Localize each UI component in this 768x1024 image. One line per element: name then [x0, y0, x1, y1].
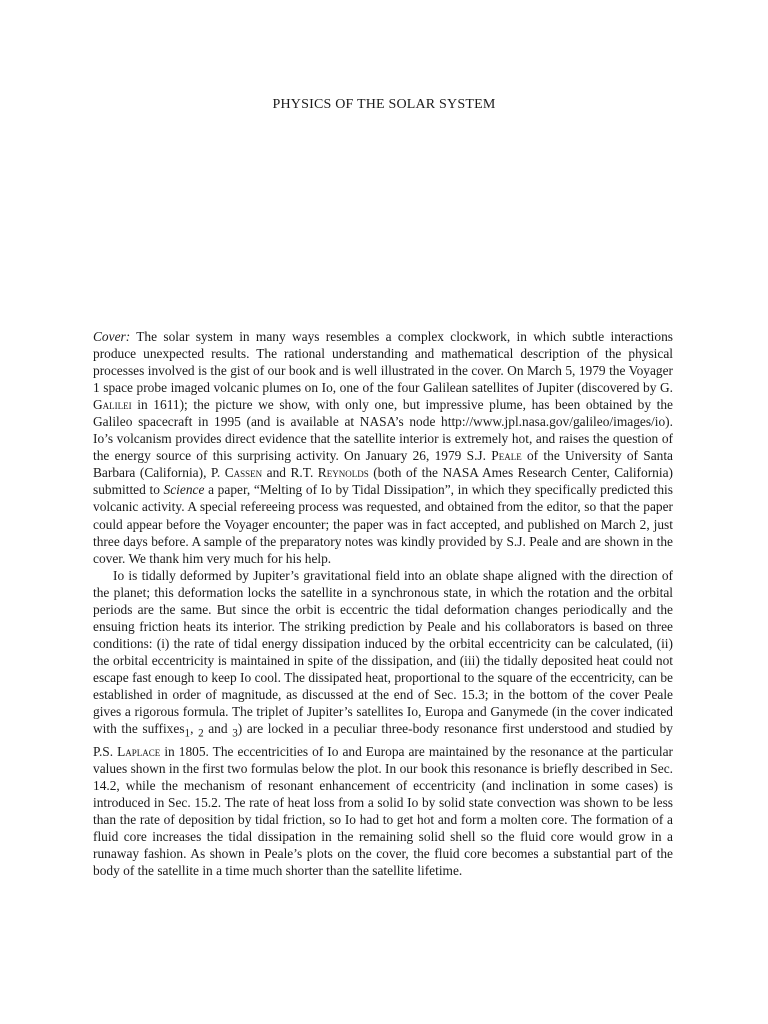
cover-label: Cover: [93, 329, 131, 344]
journal-name: Science [163, 482, 205, 498]
text-run: of the University of Santa Barbara (California), P. [93, 448, 673, 481]
text-run: a paper, “Melting of Io by Tidal Dissipation”, in which they specifically predicted this volcanic activity. A special refereeing process was requested, and obtained from the editor, so that the paper could appear before the Voyager encounter; the paper was in fact accepted, and published on March 2, just three days before. A sample of the preparatory notes was kindly provided by S.J. Peale and are shown in the cover. We thank him very much for his help. [93, 482, 673, 566]
text-run: Io is tidally deformed by Jupiter’s gravitational field into an oblate shape aligned with the direction of the planet; this deformation locks the satellite in a synchronous state, in which the rotation and the orbital periods are the same. But since the orbit is eccentric the tidal deformation changes periodically and the ensuing friction heats its interior. The striking prediction by Peale and his collaborators is based on three conditions: (i) the rate of tidal energy dissipation induced by the orbital eccentricity can be calculated, (ii) the orbital eccentricity is maintained in spite of the dissipation, and (iii) the tidally deposited heat could not escape fast enough to keep Io cool. The dissipated heat, proportional to the square of the eccentricity, can be established in order of magnitude, as discussed at the end of Sec. 15.3; in the bottom of the cover Peale gives a rigorous formula. The triplet of Jupiter’s satellites Io, Europa and Ganymede (in the cover indicated with the suffixes [93, 567, 673, 737]
text-run: in 1611); the picture we show, with only one, but impressive plume, has been obtained by the Galileo spacecraft in 1995 (and is available at NASA’s node http://www.jpl.nasa.gov/galileo/images/io). Io’s volcanism provides direct evidence that the satellite interior is extremely hot, and raises the question of the energy source of this surprising activity. On January 26, 1979 S.J. [93, 397, 673, 464]
author-name-laplace: Laplace [117, 743, 161, 759]
text-run: and R.T. [262, 465, 318, 481]
author-name-galilei: Galilei [93, 397, 132, 413]
text-run: ) are locked in a peculiar three-body resonance first understood and studied by P.S. [93, 721, 673, 759]
text-run: , [190, 721, 199, 737]
subscript: 3 [232, 727, 238, 740]
subscript: 2 [198, 727, 204, 740]
subscript: 1 [184, 727, 191, 740]
author-name-reynolds: Reynolds [317, 465, 369, 481]
text-run: in 1805. The eccentricities of Io and Europa are maintained by the resonance at the particular values shown in the first two formulas below the plot. In our book this resonance is briefly described in Sec. 14.2, while the mechanism of resonant enhancement of eccentricity (and inclination in some cases) is introduced in Sec. 15.2. The rate of heat loss from a solid Io by solid state convection was shown to be less than the rate of deposition by tidal friction, so Io had to get hot and form a molten core. The formation of a fluid core increases the tidal dissipation in the remaining solid shell so the fluid core would grow in a runaway fashion. As shown in Peale’s plots on the cover, the fluid core becomes a substantial part of the body of the satellite in a time much shorter than the satellite lifetime. [93, 743, 673, 879]
paragraph-cover [93, 328, 673, 567]
text-run: and [203, 721, 233, 737]
author-name-peale: Peale [491, 448, 522, 464]
body-text [93, 328, 673, 879]
text-run: (both of the NASA Ames Research Center, California) submitted to [93, 465, 673, 498]
text-run: The solar system in many ways resembles a complex clockwork, in which subtle interactions produce unexpected results. The rational understanding and mathematical description of the physical processes involved is the gist of our book and is well illustrated in the cover. On March 5, 1979 the Voyager 1 space probe imaged volcanic plumes on Io, one of the four Galilean satellites of Jupiter (discovered by G. [93, 329, 673, 396]
page-title: PHYSICS OF THE SOLAR SYSTEM [272, 97, 496, 112]
paragraph-io [93, 567, 673, 880]
author-name-cassen: Cassen [224, 465, 263, 481]
